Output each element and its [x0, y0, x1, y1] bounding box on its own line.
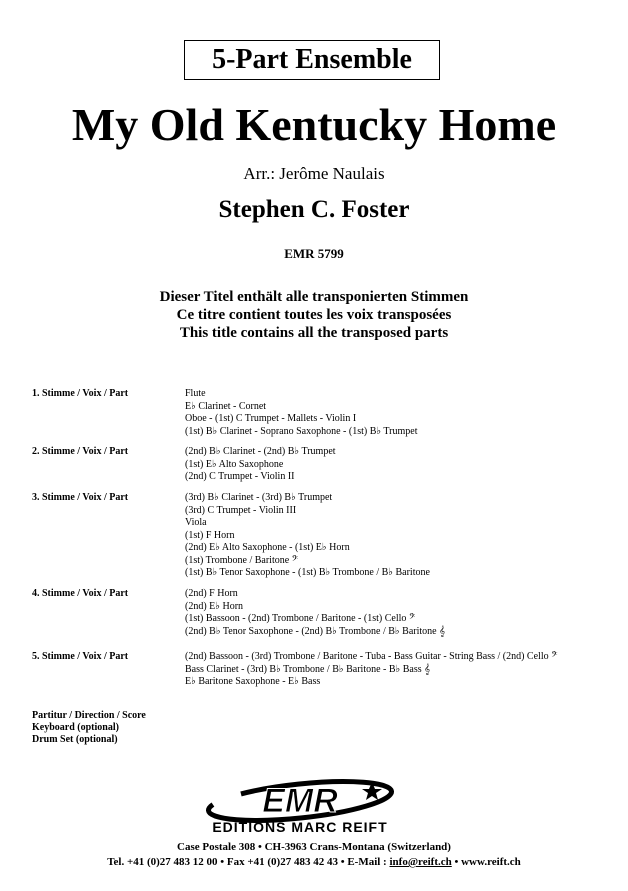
instrument-line: (2nd) B♭ Tenor Saxophone - (2nd) B♭ Trombone / B♭ Baritone 𝄞 [185, 625, 445, 637]
ensemble-box [184, 40, 440, 80]
instrument-line: (2nd) Bassoon - (3rd) Trombone / Baritone - Tuba - Bass Guitar - String Bass / (2nd) Cello 𝄢 [185, 651, 558, 662]
instrument-line: (2nd) B♭ Clarinet - (2nd) B♭ Trumpet [185, 446, 336, 457]
contact-website[interactable]: • www.reift.ch [451, 856, 521, 868]
arranger-credit: Arr.: Jerôme Naulais [243, 164, 385, 183]
instrument-line: (1st) B♭ Tenor Saxophone - (1st) B♭ Trombone / B♭ Baritone [185, 567, 430, 578]
note-german: Dieser Titel enthält alle transponierten Stimmen [159, 289, 469, 305]
ensemble-label: 5-Part Ensemble [212, 44, 412, 75]
instrument-line: Oboe - (1st) C Trumpet - Mallets - Violin I [185, 413, 357, 424]
instrument-line: Flute [185, 388, 206, 399]
contact-phone-fax: Tel. +41 (0)27 483 12 00 • Fax +41 (0)27 483 42 43 • E-Mail : [107, 856, 390, 868]
instrument-line: (3rd) B♭ Clarinet - (3rd) B♭ Trumpet [185, 492, 333, 503]
extra-keyboard: Keyboard (optional) [32, 722, 119, 733]
instrument-line: (1st) F Horn [185, 529, 235, 541]
part-3-label: 3. Stimme / Voix / Part [32, 492, 129, 503]
catalog-number: EMR 5799 [284, 246, 344, 261]
email-link[interactable]: info@reift.ch [389, 856, 452, 868]
composer-name: Stephen C. Foster [218, 196, 410, 223]
extra-drum-set: Drum Set (optional) [32, 734, 118, 745]
part-1-instruments [185, 388, 417, 438]
instrument-line: E♭ Baritone Saxophone - E♭ Bass [185, 676, 321, 687]
logo-emr-text: EMR [262, 782, 338, 820]
instrument-line: (2nd) E♭ Alto Saxophone - (1st) E♭ Horn [185, 542, 350, 553]
instrument-line: (2nd) C Trumpet - Violin II [185, 471, 295, 482]
note-english: This title contains all the transposed parts [179, 325, 449, 341]
publisher-contact [0, 856, 628, 869]
publisher-address: Case Postale 308 • CH-3963 Crans-Montana (Switzerland) [177, 841, 451, 853]
note-french: Ce titre contient toutes les voix transposées [176, 307, 452, 323]
instrument-line: (1st) Bassoon - (2nd) Trombone / Baritone - (1st) Cello 𝄢 [185, 613, 416, 624]
instrument-line: (1st) B♭ Clarinet - Soprano Saxophone - (1st) B♭ Trumpet [185, 425, 418, 437]
part-5-instruments [185, 651, 558, 689]
instrument-line: (1st) E♭ Alto Saxophone [185, 458, 284, 470]
instrument-line: (2nd) F Horn [185, 588, 238, 599]
instrument-line: Bass Clarinet - (3rd) B♭ Trombone / B♭ Baritone - B♭ Bass 𝄞 [185, 663, 431, 675]
instrument-line: (1st) Trombone / Baritone 𝄢 [185, 554, 299, 566]
emr-logo [200, 774, 400, 834]
publisher-name: EDITIONS MARC REIFT [212, 819, 388, 834]
extra-score: Partitur / Direction / Score [32, 710, 146, 721]
part-5-label: 5. Stimme / Voix / Part [32, 651, 129, 662]
part-4-label: 4. Stimme / Voix / Part [32, 588, 129, 599]
page-title: My Old Kentucky Home [71, 99, 557, 150]
part-1-label: 1. Stimme / Voix / Part [32, 388, 129, 399]
instrument-line: (2nd) E♭ Horn [185, 600, 244, 612]
part-2-label: 2. Stimme / Voix / Part [32, 446, 129, 457]
part-3-instruments [185, 492, 430, 580]
instrument-line: E♭ Clarinet - Cornet [185, 400, 267, 412]
part-4-instruments [185, 588, 445, 638]
instrument-line: (3rd) C Trumpet - Violin III [185, 504, 297, 516]
part-2-instruments [185, 446, 336, 484]
instrument-line: Viola [185, 517, 207, 528]
